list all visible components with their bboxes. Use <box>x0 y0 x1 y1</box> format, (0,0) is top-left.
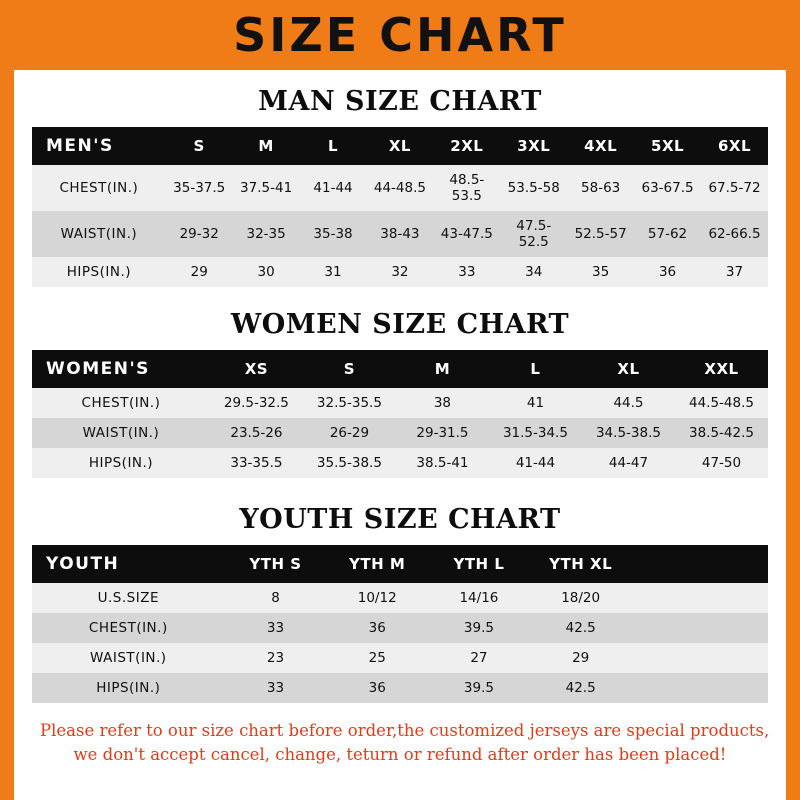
header-cell-xl: XL <box>582 350 675 388</box>
cell: 44-47 <box>582 448 675 478</box>
header-cell-m: M <box>396 350 489 388</box>
cell: 58-63 <box>567 165 634 211</box>
table-row <box>32 673 768 703</box>
row-label: HIPS(IN.) <box>32 448 210 478</box>
header-cell-3xl: 3XL <box>500 127 567 165</box>
cell: 42.5 <box>530 613 632 643</box>
cell: 38.5-41 <box>396 448 489 478</box>
header-cell-6xl: 6XL <box>701 127 768 165</box>
header-cell-xxl: XXL <box>675 350 768 388</box>
cell: 41-44 <box>489 448 582 478</box>
row-label: WAIST(IN.) <box>32 211 166 257</box>
table-header-row <box>32 127 768 165</box>
cell: 42.5 <box>530 673 632 703</box>
table-header-row <box>32 350 768 388</box>
men-section-title: MAN SIZE CHART <box>258 86 542 117</box>
cell-spacer <box>632 583 768 613</box>
cell: 35.5-38.5 <box>303 448 396 478</box>
cell: 38 <box>396 388 489 418</box>
cell: 37 <box>701 257 768 287</box>
row-label: WAIST(IN.) <box>32 643 225 673</box>
cell: 29 <box>530 643 632 673</box>
cell: 67.5-72 <box>701 165 768 211</box>
header-cell-5xl: 5XL <box>634 127 701 165</box>
header-cell-s: S <box>303 350 396 388</box>
cell: 14/16 <box>428 583 530 613</box>
header-cell-spacer <box>632 545 768 583</box>
header-cell-4xl: 4XL <box>567 127 634 165</box>
cell: 32.5-35.5 <box>303 388 396 418</box>
cell: 29-32 <box>166 211 233 257</box>
table-header-row <box>32 545 768 583</box>
table-row <box>32 418 768 448</box>
cell: 39.5 <box>428 673 530 703</box>
cell: 52.5-57 <box>567 211 634 257</box>
cell-spacer <box>632 613 768 643</box>
cell: 33 <box>225 673 327 703</box>
cell: 44-48.5 <box>366 165 433 211</box>
header-cell-yth-l: YTH L <box>428 545 530 583</box>
cell: 44.5 <box>582 388 675 418</box>
table-row <box>32 613 768 643</box>
table-row <box>32 583 768 613</box>
cell: 23.5-26 <box>210 418 303 448</box>
cell: 25 <box>326 643 428 673</box>
youth-section-title: YOUTH SIZE CHART <box>239 504 561 535</box>
footer-line-2: we don't accept cancel, change, teturn or refund after order has been placed! <box>73 744 727 764</box>
cell: 29 <box>166 257 233 287</box>
header-cell-m: M <box>233 127 300 165</box>
page-title: SIZE CHART <box>233 8 567 62</box>
table-row <box>32 448 768 478</box>
cell: 44.5-48.5 <box>675 388 768 418</box>
cell: 34 <box>500 257 567 287</box>
row-label: CHEST(IN.) <box>32 165 166 211</box>
cell: 39.5 <box>428 613 530 643</box>
youth-size-table <box>32 545 768 703</box>
cell: 41 <box>489 388 582 418</box>
table-row <box>32 211 768 257</box>
header-cell-xl: XL <box>366 127 433 165</box>
cell: 26-29 <box>303 418 396 448</box>
footer-line-1: Please refer to our size chart before order,the customized jerseys are special products, <box>40 721 770 740</box>
cell: 36 <box>326 673 428 703</box>
cell: 36 <box>326 613 428 643</box>
header-cell-l: L <box>300 127 367 165</box>
cell: 29-31.5 <box>396 418 489 448</box>
row-label: CHEST(IN.) <box>32 613 225 643</box>
cell: 29.5-32.5 <box>210 388 303 418</box>
row-label: HIPS(IN.) <box>32 673 225 703</box>
cell: 8 <box>225 583 327 613</box>
women-size-table <box>32 350 768 478</box>
cell: 18/20 <box>530 583 632 613</box>
cell: 34.5-38.5 <box>582 418 675 448</box>
row-label: CHEST(IN.) <box>32 388 210 418</box>
header-cell-yth-m: YTH M <box>326 545 428 583</box>
cell-spacer <box>632 643 768 673</box>
men-size-table <box>32 127 768 287</box>
cell: 43-47.5 <box>433 211 500 257</box>
cell: 31.5-34.5 <box>489 418 582 448</box>
footer-note <box>32 719 768 767</box>
cell: 41-44 <box>300 165 367 211</box>
cell: 47-50 <box>675 448 768 478</box>
cell: 47.5-52.5 <box>500 211 567 257</box>
cell: 35 <box>567 257 634 287</box>
header-cell-2xl: 2XL <box>433 127 500 165</box>
cell: 10/12 <box>326 583 428 613</box>
cell: 32-35 <box>233 211 300 257</box>
table-row <box>32 257 768 287</box>
cell: 38-43 <box>366 211 433 257</box>
cell: 57-62 <box>634 211 701 257</box>
cell: 27 <box>428 643 530 673</box>
cell-spacer <box>632 673 768 703</box>
table-row <box>32 643 768 673</box>
row-label: U.S.SIZE <box>32 583 225 613</box>
cell: 33 <box>225 613 327 643</box>
header-cell-yth-s: YTH S <box>225 545 327 583</box>
cell: 30 <box>233 257 300 287</box>
cell: 36 <box>634 257 701 287</box>
cell: 62-66.5 <box>701 211 768 257</box>
cell: 33 <box>433 257 500 287</box>
header-cell-yth-xl: YTH XL <box>530 545 632 583</box>
women-section-title: WOMEN SIZE CHART <box>230 309 570 340</box>
row-label: HIPS(IN.) <box>32 257 166 287</box>
table-row <box>32 388 768 418</box>
cell: 35-37.5 <box>166 165 233 211</box>
header-cell-label: WOMEN'S <box>32 350 210 388</box>
header-cell-s: S <box>166 127 233 165</box>
header-cell-label: MEN'S <box>32 127 166 165</box>
page-banner <box>0 0 800 70</box>
header-cell-label: YOUTH <box>32 545 225 583</box>
header-cell-l: L <box>489 350 582 388</box>
chart-content <box>14 86 786 767</box>
table-row <box>32 165 768 211</box>
cell: 48.5-53.5 <box>433 165 500 211</box>
header-cell-xs: XS <box>210 350 303 388</box>
cell: 35-38 <box>300 211 367 257</box>
cell: 33-35.5 <box>210 448 303 478</box>
cell: 63-67.5 <box>634 165 701 211</box>
cell: 31 <box>300 257 367 287</box>
cell: 37.5-41 <box>233 165 300 211</box>
cell: 32 <box>366 257 433 287</box>
cell: 23 <box>225 643 327 673</box>
cell: 38.5-42.5 <box>675 418 768 448</box>
row-label: WAIST(IN.) <box>32 418 210 448</box>
cell: 53.5-58 <box>500 165 567 211</box>
